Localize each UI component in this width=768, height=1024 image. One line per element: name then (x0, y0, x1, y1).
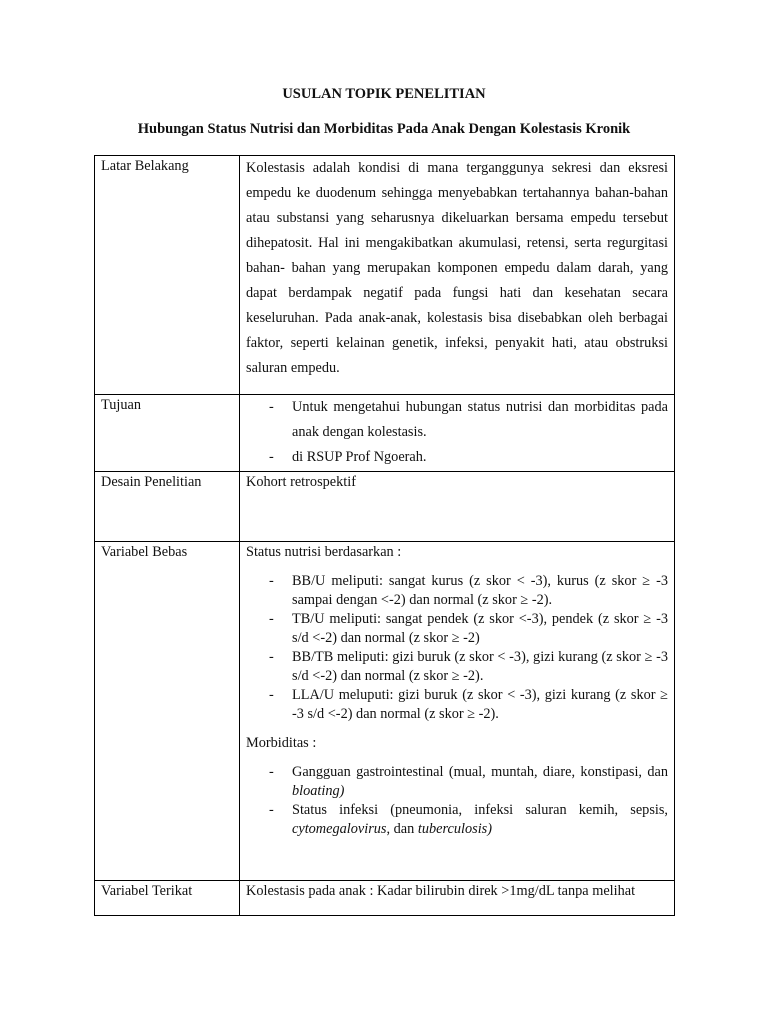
list-item: - Untuk mengetahui hubungan status nutrisi dan morbiditas pada anak dengan kolestasis. (292, 395, 668, 445)
label-cell (95, 542, 240, 881)
table-row-tujuan (95, 395, 675, 472)
variabel-terikat-label: Variabel Terikat (101, 883, 193, 899)
proposal-table (94, 155, 675, 916)
list-item: - BB/TB meliputi: gizi buruk (z skor < -3), gizi kurang (z skor ≥ -3 s/d <-2) dan normal (z skor ≥ -2). (292, 648, 668, 686)
label-cell (95, 156, 240, 395)
content-cell (240, 881, 675, 916)
morb-2-text: Status infeksi (pneumonia, infeksi saluran kemih, sepsis, (292, 802, 668, 818)
content-cell (240, 395, 675, 472)
morb-2-mid: , dan (386, 821, 418, 837)
table-row-variabel-terikat (95, 881, 675, 916)
list-item: - di RSUP Prof Ngoerah. (292, 445, 668, 470)
document-title: USULAN TOPIK PENELITIAN (282, 86, 486, 102)
list-item: - TB/U meliputi: sangat pendek (z skor <-3), pendek (z skor ≥ -3 s/d <-2) dan normal (z skor ≥ -2) (292, 610, 668, 648)
variabel-terikat-text: Kolestasis pada anak : Kadar bilirubin direk >1mg/dL tanpa melihat (246, 883, 636, 899)
table-row-variabel-bebas (95, 542, 675, 881)
morb-1-text: Gangguan gastrointestinal (mual, muntah, diare, konstipasi, dan (292, 764, 668, 780)
list-item (292, 763, 668, 801)
tujuan-list (246, 395, 668, 470)
latar-belakang-text: Kolestasis adalah kondisi di mana terganggunya sekresi dan eksresi empedu ke duodenum sehingga menyebabkan tertahannya bahan-bahan atau substansi yang seharusnya dikeluarkan bersama empedu tersebut dihepatosit. Hal ini mengakibatkan akumulasi, retensi, serta regurgitasi bahan- bahan yang merupakan komponen empedu dalam darah, yang dapat berdampak negatif pada fungsi hati dan kesehatan secara keseluruhan. Pada anak-anak, kolestasis bisa disebabkan oleh berbagai faktor, seperti kelainan genetik, infeksi, penyakit hati, atau obstruksi saluran empedu. (246, 160, 668, 376)
morbiditas-heading: Morbiditas : (246, 735, 317, 751)
tujuan-label: Tujuan (101, 397, 141, 413)
document-subtitle: Hubungan Status Nutrisi dan Morbiditas Pada Anak Dengan Kolestasis Kronik (137, 121, 631, 137)
morbiditas-list (246, 763, 668, 839)
desain-label: Desain Penelitian (101, 474, 202, 490)
variabel-bebas-label: Variabel Bebas (101, 544, 188, 560)
table-row-latar-belakang (95, 156, 675, 395)
desain-text: Kohort retrospektif (246, 474, 356, 490)
latar-belakang-label: Latar Belakang (101, 158, 189, 174)
nutrisi-heading: Status nutrisi berdasarkan : (246, 544, 402, 560)
morb-2-italic-a: cytomegalovirus (292, 821, 387, 837)
table-row-desain (95, 472, 675, 542)
content-cell (240, 156, 675, 395)
list-item: - LLA/U meluputi: gizi buruk (z skor < -3), gizi kurang (z skor ≥ -3 s/d <-2) dan normal (z skor ≥ -2). (292, 686, 668, 724)
label-cell (95, 881, 240, 916)
label-cell (95, 472, 240, 542)
nutrisi-list (246, 572, 668, 724)
content-cell (240, 542, 675, 881)
list-item (292, 801, 668, 839)
morb-1-italic: bloating) (292, 783, 345, 799)
morb-2-italic-b: tuberculosis) (417, 821, 492, 837)
content-cell (240, 472, 675, 542)
label-cell (95, 395, 240, 472)
list-item: - BB/U meliputi: sangat kurus (z skor < -3), kurus (z skor ≥ -3 sampai dengan <-2) dan normal (z skor ≥ -2). (292, 572, 668, 610)
